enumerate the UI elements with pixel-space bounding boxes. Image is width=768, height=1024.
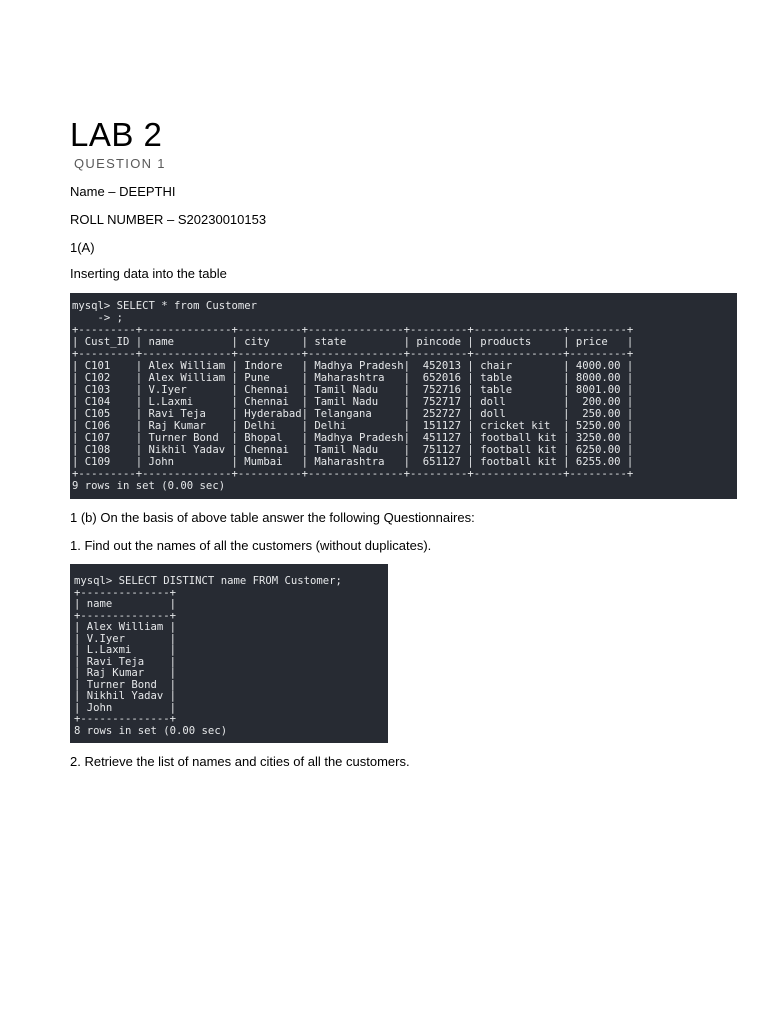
terminal-output [74, 576, 342, 737]
terminal-line: | C107 | Turner Bond | Bhopal | Madhya Pradesh| 451127 | football kit | 3250.00 | [72, 432, 634, 444]
terminal-output [72, 300, 633, 492]
terminal-line: +--------------+ [74, 586, 177, 599]
terminal-line: | C108 | Nikhil Yadav | Chennai | Tamil Nadu | 751127 | football kit | 6250.00 | [72, 444, 634, 456]
roll-number: ROLL NUMBER – S20230010153 [70, 212, 267, 227]
terminal-line: | John | [74, 701, 177, 714]
student-name: Name – DEEPTHI [70, 184, 176, 199]
terminal-line: +---------+--------------+----------+---------------+---------+--------------+---------+ [72, 468, 634, 480]
terminal-line: 8 rows in set (0.00 sec) [74, 724, 228, 737]
terminal-line: | Raj Kumar | [74, 667, 177, 679]
insert-caption: Inserting data into the table [70, 266, 227, 281]
terminal-line: | Ravi Teja | [74, 655, 177, 668]
terminal-screenshot-customer-table [70, 293, 737, 499]
page-subtitle: QUESTION 1 [74, 156, 166, 171]
question-1: 1. Find out the names of all the customers (without duplicates). [70, 538, 432, 553]
terminal-line: | C103 | V.Iyer | Chennai | Tamil Nadu | 752716 | table | 8001.00 | [72, 384, 634, 396]
terminal-screenshot-distinct-names [70, 564, 388, 743]
terminal-line: | C106 | Raj Kumar | Delhi | Delhi | 151127 | cricket kit | 5250.00 | [72, 420, 634, 432]
page-title: LAB 2 [70, 116, 163, 153]
terminal-line: +---------+--------------+----------+---------------+---------+--------------+---------+ [72, 348, 634, 360]
terminal-line: | name | [74, 598, 177, 610]
section-heading: 1(A) [70, 240, 95, 255]
question-2: 2. Retrieve the list of names and cities of all the customers. [70, 754, 410, 769]
terminal-line: -> ; [72, 312, 124, 324]
section-b-heading: 1 (b) On the basis of above table answer the following Questionnaires: [70, 510, 475, 525]
terminal-line: | L.Laxmi | [74, 644, 177, 656]
terminal-line: | Turner Bond | [74, 678, 177, 691]
terminal-line: mysql> SELECT * from Customer [72, 300, 257, 312]
terminal-line: | V.Iyer | [74, 632, 177, 645]
terminal-line: +--------------+ [74, 609, 177, 622]
terminal-line: | C101 | Alex William | Indore | Madhya Pradesh| 452013 | chair | 4000.00 | [72, 360, 634, 372]
terminal-line: | Cust_ID | name | city | state | pincode | products | price | [72, 336, 634, 348]
terminal-line: | Nikhil Yadav | [74, 690, 177, 702]
terminal-line: | C102 | Alex William | Pune | Maharashtra | 652016 | table | 8000.00 | [72, 372, 634, 384]
terminal-line: | C104 | L.Laxmi | Chennai | Tamil Nadu | 752717 | doll | 200.00 | [72, 396, 634, 408]
terminal-line: | Alex William | [74, 621, 177, 633]
terminal-line: 9 rows in set (0.00 sec) [72, 480, 226, 492]
terminal-line: +---------+--------------+----------+---------------+---------+--------------+---------+ [72, 324, 634, 336]
terminal-line: | C105 | Ravi Teja | Hyderabad| Telangana | 252727 | doll | 250.00 | [72, 408, 634, 420]
terminal-line: mysql> SELECT DISTINCT name FROM Customer; [74, 575, 342, 587]
terminal-line: +--------------+ [74, 713, 177, 725]
terminal-line: | C109 | John | Mumbai | Maharashtra | 651127 | football kit | 6255.00 | [72, 456, 634, 468]
